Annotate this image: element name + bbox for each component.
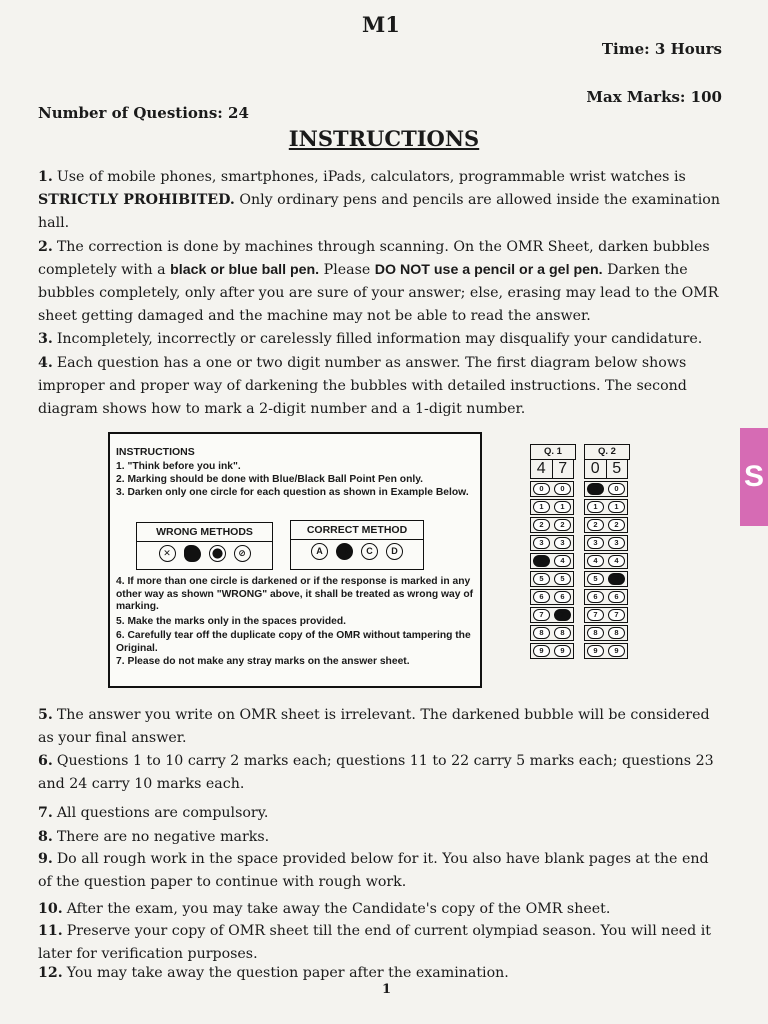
instruction-9: 9. Do all rough work in the space provided below for it. You also have blank pages at the end of the question paper to continue with rough work. [38, 851, 709, 890]
instruction-10: 10. After the exam, you may take away the Candidate's copy of the OMR sheet. [38, 901, 611, 917]
partial-bubble-icon [209, 545, 226, 562]
omr-instruction-item: 3. Darken only one circle for each question as shown in Example Below. [116, 487, 469, 498]
instruction-7: 7. All questions are compulsory. [38, 805, 269, 821]
exam-time: Time: 3 Hours [601, 40, 722, 58]
paper-code: M1 [362, 12, 400, 37]
correct-method-label: CORRECT METHOD [291, 521, 423, 540]
page-number: 1 [382, 982, 392, 997]
option-a-bubble: A [311, 543, 328, 560]
crossed-bubble-icon: ✕ [159, 545, 176, 562]
omr-example-q1 [530, 444, 574, 659]
smudged-bubble-icon [184, 545, 201, 562]
omr-instruction-item: 2. Marking should be done with Blue/Black Ball Point Pen only. [116, 474, 424, 485]
option-d-bubble: D [386, 543, 403, 560]
instruction-6: 6. Questions 1 to 10 carry 2 marks each; questions 11 to 22 carry 5 marks each; questions 23 and 24 carry 10 marks each. [38, 753, 714, 792]
option-b-bubble-filled: B [336, 543, 353, 560]
question-label: Q. 2 [584, 444, 630, 460]
omr-instruction-item: 6. Carefully tear off the duplicate copy of the OMR without tampering the Original. [116, 630, 471, 654]
question-label: Q. 1 [530, 444, 576, 460]
instruction-8: 8. There are no negative marks. [38, 829, 270, 845]
max-marks: Max Marks: 100 [586, 88, 722, 106]
omr-example-q2 [584, 444, 628, 659]
number-of-questions: Number of Questions: 24 [38, 104, 249, 122]
wrong-methods-label: WRONG METHODS [137, 523, 272, 542]
correct-method-box [290, 520, 424, 570]
instruction-5: 5. The answer you write on OMR sheet is irrelevant. The darkened bubble will be considered as your final answer. [38, 707, 710, 746]
page-title: INSTRUCTIONS [288, 126, 480, 151]
bubble-grid: 0 0 1 1 2 2 3 3 4 4 5 5 6 6 7 7 8 8 9 9 [530, 481, 574, 659]
omr-instructions-title: INSTRUCTIONS [116, 446, 195, 458]
answer-digits: 0 5 [584, 460, 628, 479]
ticked-bubble-icon: ⊘ [234, 545, 251, 562]
bubble-grid: 0 0 1 1 2 2 3 3 4 4 5 5 6 6 7 7 8 8 9 9 [584, 481, 628, 659]
omr-instruction-item: 4. If more than one circle is darkened or if the response is marked in any other way as shown "WRONG" above, it shall be treated as wrong way of marking. [116, 576, 474, 612]
instruction-3: 3. Incompletely, incorrectly or carelessly filled information may disqualify your candidature. [38, 331, 703, 347]
instruction-1: 1. Use of mobile phones, smartphones, iPads, calculators, programmable wrist watches is STRICTLY PROHIBITED. Only ordinary pens and pencils are allowed inside the examination hall. [38, 169, 720, 231]
option-c-bubble: C [361, 543, 378, 560]
instruction-12: 12. You may take away the question paper after the examination. [38, 965, 509, 981]
section-tab: S [740, 428, 768, 526]
answer-digits: 4 7 [530, 460, 574, 479]
omr-instruction-item: 5. Make the marks only in the spaces provided. [116, 616, 347, 627]
instruction-4: 4. Each question has a one or two digit number as answer. The first diagram below shows improper and proper way of darkening the bubbles with detailed instructions. The second diagram shows how to mark a 2-digit number and a 1-digit number. [38, 355, 687, 417]
instruction-2: 2. The correction is done by machines through scanning. On the OMR Sheet, darken bubbles completely with a black or blue ball pen. Please DO NOT use a pencil or a gel pen. Darken the bubbles completely, only after you are sure of your answer; else, erasing may lead to the OMR sheet getting damaged and the machine may not be able to read the answer. [38, 239, 719, 324]
omr-instruction-item: 1. "Think before you ink". [116, 461, 241, 472]
omr-instruction-item: 7. Please do not make any stray marks on the answer sheet. [116, 656, 410, 667]
instruction-11: 11. Preserve your copy of OMR sheet till the end of current olympiad season. You will need it later for verification purposes. [38, 923, 712, 962]
wrong-methods-box [136, 522, 273, 570]
omr-instructions-box [108, 432, 482, 688]
